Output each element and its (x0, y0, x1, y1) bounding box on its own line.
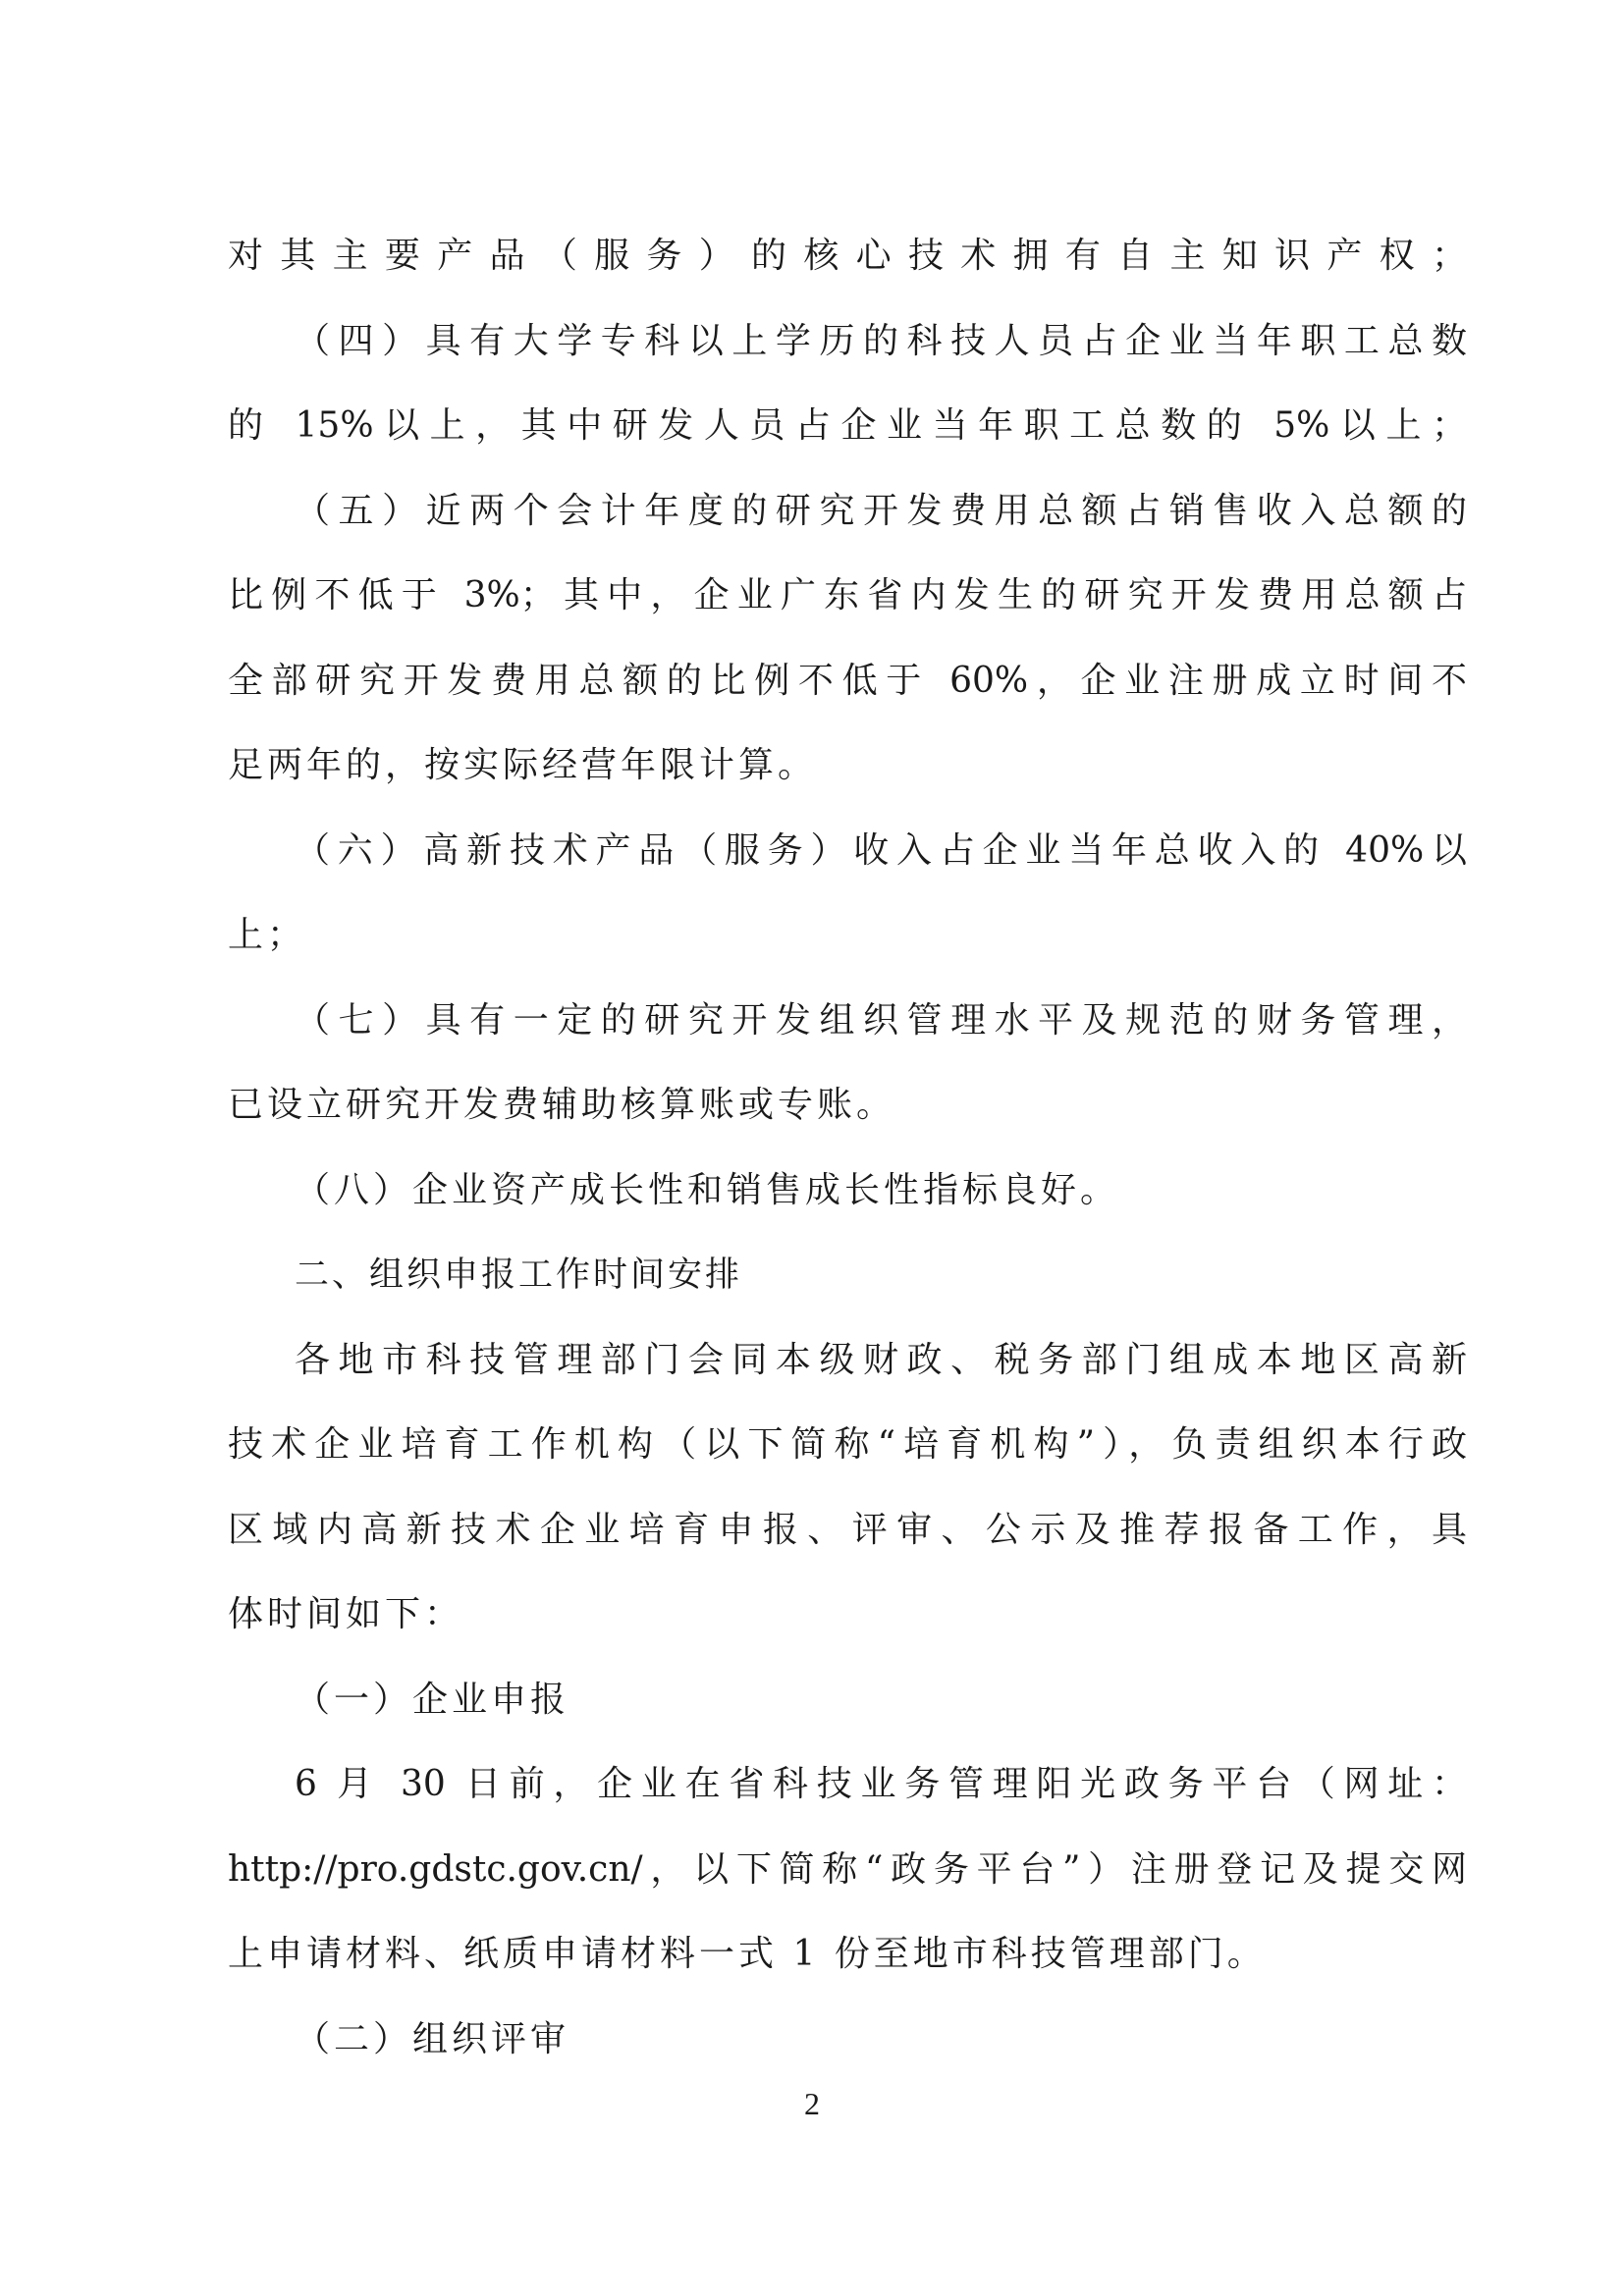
subsection-heading: （一）企业申报 (295, 1679, 570, 1720)
text-line: 对其主要产品（服务）的核心技术拥有自主知识产权； (228, 236, 1467, 276)
text-line: 区域内高新技术企业培育申报、评审、公示及推荐报备工作，具 (228, 1509, 1467, 1550)
text-line: 比例不低于 3%；其中，企业广东省内发生的研究开发费用总额占 (228, 575, 1467, 615)
text-line: 上申请材料、纸质申请材料一式 1 份至地市科技管理部门。 (228, 1934, 1267, 1974)
page-number: 2 (804, 2086, 820, 2121)
text-line: 上； (228, 915, 307, 955)
text-line: 各地市科技管理部门会同本级财政、税务部门组成本地区高新 (295, 1339, 1467, 1380)
subsection-heading: （二）组织评审 (295, 2018, 570, 2059)
section-heading: 二、组织申报工作时间安排 (295, 1255, 743, 1295)
text-line: 体时间如下： (228, 1594, 464, 1634)
text-line: （五）近两个会计年度的研究开发费用总额占销售收入总额的 (295, 490, 1467, 531)
text-line: 足两年的，按实际经营年限计算。 (228, 745, 818, 785)
text-line: （七）具有一定的研究开发组织管理水平及规范的财务管理， (295, 999, 1467, 1041)
text-line: （八）企业资产成长性和销售成长性指标良好。 (295, 1169, 1120, 1210)
text-line: 已设立研究开发费辅助核算账或专账。 (228, 1085, 896, 1125)
text-line: 全部研究开发费用总额的比例不低于 60%，企业注册成立时间不 (228, 660, 1467, 701)
text-line: http://pro.gdstc.gov.cn/，以下简称“政务平台”）注册登记及提交网 (228, 1848, 1467, 1890)
text-line: 6 月 30 日前，企业在省科技业务管理阳光政务平台（网址： (295, 1764, 1467, 1804)
text-line: （四）具有大学专科以上学历的科技人员占企业当年职工总数 (295, 320, 1467, 361)
text-line: 技术企业培育工作机构（以下简称“培育机构”），负责组织本行政 (228, 1424, 1467, 1465)
text-line: 的 15%以上，其中研发人员占企业当年职工总数的 5%以上； (228, 405, 1467, 446)
text-line: （六）高新技术产品（服务）收入占企业当年总收入的 40%以 (295, 829, 1467, 871)
document-body (228, 214, 1467, 2082)
